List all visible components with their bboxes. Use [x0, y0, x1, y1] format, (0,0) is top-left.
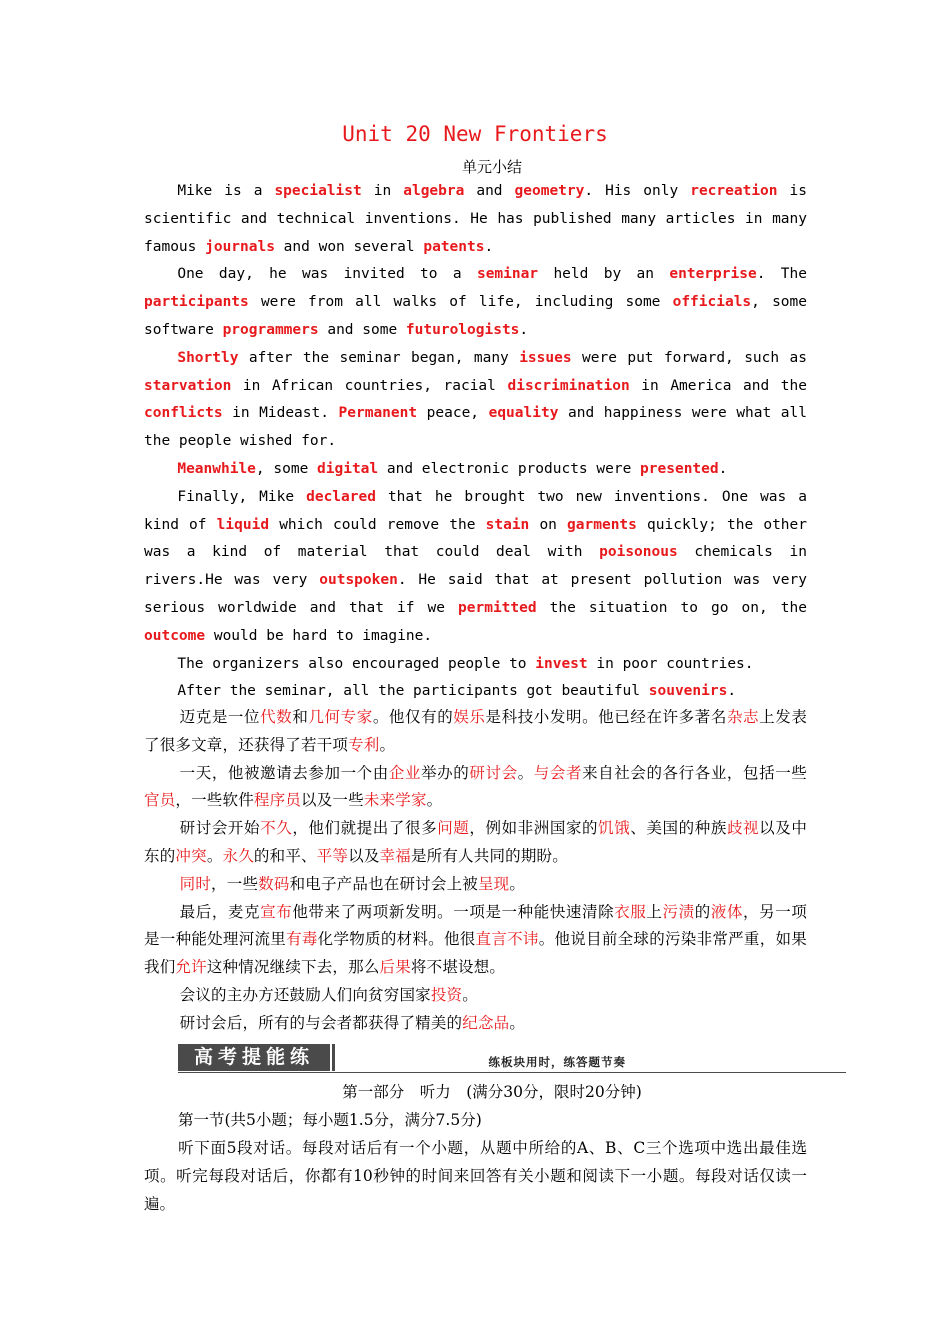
english-keyword: digital: [317, 460, 379, 477]
english-keyword: futurologists: [405, 321, 520, 338]
english-text: in Mideast.: [222, 405, 339, 422]
english-text: after the seminar began, many: [238, 349, 520, 366]
chinese-keyword: 幸福: [379, 846, 411, 865]
english-keyword: participants: [144, 294, 249, 311]
english-text: and: [464, 183, 515, 199]
english-text: and happiness were what all the people wished for.: [144, 405, 807, 450]
chinese-keyword: 纪念品: [462, 1013, 510, 1032]
chinese-paragraph: [144, 1010, 807, 1038]
chinese-text: 和电子产品也在研讨会上被: [289, 874, 478, 893]
chinese-keyword: 数码: [258, 874, 290, 893]
section-banner: [178, 1044, 846, 1074]
english-keyword: Shortly: [177, 349, 239, 366]
chinese-text: 。: [509, 874, 526, 893]
chinese-text: 。: [509, 1013, 526, 1032]
english-keyword: starvation: [144, 377, 232, 394]
chinese-keyword: 宣布: [260, 902, 293, 921]
english-text: , some software: [144, 294, 807, 338]
english-keyword: conflicts: [144, 405, 223, 422]
chinese-paragraph: [144, 704, 807, 760]
chinese-text: 研讨会开始: [179, 819, 261, 838]
english-text: in: [361, 183, 404, 199]
chinese-keyword: 娱乐: [453, 708, 486, 726]
english-text: . He said that at present pollution was very serious worldwide and that if we: [144, 572, 807, 616]
english-paragraph: [144, 678, 807, 706]
english-keyword: enterprise: [669, 266, 757, 283]
english-keyword: liquid: [216, 516, 270, 533]
chinese-text: ，一些软件: [175, 791, 254, 810]
chinese-keyword: 官员: [144, 791, 176, 810]
english-keyword: geometry: [514, 183, 585, 199]
chinese-text: 以及: [348, 846, 380, 865]
english-text: would be hard to imagine.: [205, 627, 433, 644]
chinese-keyword: 歧视: [726, 819, 760, 838]
chinese-keyword: 直言不讳: [475, 930, 539, 949]
english-keyword: recreation: [690, 183, 778, 199]
english-text: were put forward, such as: [571, 349, 807, 366]
chinese-paragraph: [144, 815, 807, 871]
english-keyword: discrimination: [507, 377, 630, 394]
english-keyword: programmers: [222, 321, 319, 338]
english-keyword: journals: [205, 238, 275, 255]
chinese-keyword: 与会者: [533, 763, 583, 782]
english-keyword: stain: [485, 516, 530, 533]
chinese-keyword: 平等: [316, 846, 349, 865]
english-text: After the seminar, all the participants got beautiful: [177, 683, 649, 700]
english-text: Finally, Mike: [177, 488, 307, 505]
chinese-paragraph: [144, 871, 807, 899]
english-keyword: garments: [567, 516, 637, 533]
chinese-text: 最后，麦克: [179, 902, 261, 921]
english-keyword: seminar: [476, 266, 539, 283]
english-keyword: declared: [306, 488, 376, 505]
chinese-summary: [144, 704, 807, 1038]
chinese-text: 的和平、: [253, 846, 317, 865]
chinese-text: 。: [517, 763, 534, 782]
chinese-keyword: 杂志: [726, 708, 760, 726]
english-keyword: presented: [640, 460, 719, 477]
chinese-keyword: 代数: [260, 708, 293, 726]
english-text: that he brought two new inventions. One was a kind of: [144, 488, 807, 533]
english-text: .: [727, 683, 737, 700]
english-keyword: algebra: [403, 183, 465, 199]
chinese-text: 他带来了两项新发明。一项是一种能快速清除: [292, 902, 615, 921]
chinese-text: 是科技小发明。他已经在许多著名: [485, 708, 727, 726]
english-keyword: issues: [519, 349, 572, 366]
english-text: .: [484, 238, 494, 255]
page-title: Unit 20 New Frontiers: [342, 122, 608, 146]
chinese-text: ，例如非洲国家的: [469, 819, 599, 838]
english-text: on: [529, 516, 568, 533]
english-text: quickly; the other was a kind of material that could deal with: [144, 516, 807, 561]
chinese-keyword: 不久: [260, 819, 293, 838]
english-keyword: poisonous: [599, 544, 678, 561]
english-keyword: patents: [423, 238, 485, 255]
english-text: chemicals in rivers.He was very: [144, 544, 807, 589]
chinese-keyword: 程序员: [253, 791, 302, 810]
chinese-text: 是所有人共同的期盼。: [410, 846, 568, 865]
chinese-text: 。他说目前全球的污染非常严重，如果我们: [144, 930, 807, 977]
chinese-text: 。: [206, 846, 223, 865]
chinese-paragraph: [144, 982, 807, 1010]
english-paragraph: [144, 651, 807, 679]
english-text: .: [519, 321, 529, 338]
english-text: . His only: [584, 183, 691, 199]
english-text: the situation to go on, the: [536, 599, 807, 616]
chinese-keyword: 呈现: [477, 874, 510, 893]
chinese-keyword: 允许: [175, 958, 207, 977]
chinese-paragraph: [144, 899, 807, 982]
chinese-text: 迈克是一位: [179, 708, 261, 726]
chinese-text: 来自社会的各行各业，包括一些: [582, 763, 808, 782]
chinese-keyword: 问题: [437, 819, 470, 838]
english-text: peace,: [417, 405, 489, 422]
english-text: .: [718, 460, 728, 477]
english-paragraph: [144, 178, 807, 261]
chinese-keyword: 冲突: [175, 846, 207, 865]
section-heading: 第一节(共5小题；每小题1.5分，满分7.5分): [178, 1111, 482, 1129]
english-keyword: souvenirs: [648, 683, 728, 700]
chinese-text: 一天，他被邀请去参加一个由: [179, 763, 389, 782]
english-text: The organizers also encouraged people to: [177, 655, 536, 672]
chinese-text: 以及中东的: [144, 819, 808, 865]
chinese-text: 这种情况继续下去，那么: [206, 958, 380, 977]
chinese-text: 将不堪设想。: [410, 958, 506, 977]
banner-rule: [178, 1072, 846, 1073]
english-summary: [144, 178, 807, 706]
english-text: were from all walks of life, including some: [248, 294, 673, 311]
english-text: , some: [255, 460, 318, 477]
chinese-keyword: 未来学家: [363, 791, 427, 810]
chinese-keyword: 污渍: [662, 902, 695, 921]
english-paragraph: [144, 484, 807, 651]
chinese-keyword: 衣服: [614, 902, 647, 921]
english-text: . The: [756, 266, 807, 283]
english-text: One day, he was invited to a: [177, 266, 477, 283]
english-text: in America and the: [629, 377, 807, 394]
chinese-keyword: 永久: [222, 846, 254, 865]
english-text: is scientific and technical inventions. He has published many articles in many famous: [144, 183, 807, 255]
chinese-text: 上: [646, 902, 663, 921]
english-keyword: permitted: [458, 599, 537, 616]
english-keyword: specialist: [274, 183, 362, 199]
english-text: Mike is a: [177, 183, 275, 199]
english-keyword: outspoken: [319, 572, 398, 589]
chinese-keyword: 有毒: [286, 930, 318, 949]
english-text: and some: [318, 321, 406, 338]
chinese-paragraph: [144, 760, 807, 816]
english-text: which could remove the: [269, 516, 486, 533]
english-text: and won several: [274, 238, 424, 255]
chinese-text: 研讨会后，所有的与会者都获得了精美的: [179, 1013, 463, 1032]
part-heading: 第一部分 听力 (满分30分，限时20分钟): [342, 1083, 642, 1101]
chinese-text: ，他们就提出了很多: [292, 819, 438, 838]
english-text: held by an: [538, 266, 670, 283]
english-paragraph: [144, 261, 807, 344]
chinese-text: 化学物质的材料。他很: [317, 930, 476, 949]
english-keyword: officials: [672, 294, 752, 311]
chinese-keyword: 同时: [179, 874, 212, 893]
chinese-text: 。: [462, 985, 478, 1004]
english-keyword: equality: [488, 405, 559, 422]
chinese-keyword: 投资: [430, 985, 463, 1004]
chinese-text: 。: [426, 791, 443, 810]
english-keyword: Meanwhile: [177, 460, 256, 477]
english-text: in African countries, racial: [231, 377, 508, 394]
english-text: and electronic products were: [378, 460, 641, 477]
english-keyword: outcome: [144, 627, 206, 644]
chinese-text: ，另一项是一种能处理河流里: [144, 902, 808, 949]
banner-divider: [332, 1044, 335, 1071]
chinese-keyword: 后果: [379, 958, 411, 977]
english-paragraph: [144, 456, 807, 484]
english-text: in poor countries.: [587, 655, 754, 672]
chinese-keyword: 几何专家: [308, 708, 373, 726]
chinese-keyword: 企业: [388, 763, 422, 782]
chinese-text: 的: [694, 902, 711, 921]
chinese-text: ，一些: [211, 874, 259, 893]
chinese-keyword: 专利: [348, 735, 380, 754]
english-keyword: Permanent: [338, 405, 418, 422]
banner-slogan: 练板块用时，练答题节奏: [488, 1055, 626, 1069]
chinese-text: 会议的主办方还鼓励人们向贫穷国家: [179, 985, 431, 1004]
page-subtitle: 单元小结: [461, 158, 522, 176]
chinese-text: 和: [292, 708, 309, 726]
chinese-text: 以及一些: [301, 791, 364, 810]
banner-tag: 高考提能练: [178, 1044, 330, 1071]
chinese-text: 。他仅有的: [372, 708, 454, 726]
chinese-text: 上发表了很多文章，还获得了若干项: [144, 708, 808, 754]
chinese-keyword: 研讨会: [469, 763, 518, 782]
chinese-keyword: 液体: [710, 902, 744, 921]
chinese-text: 、美国的种族: [630, 819, 727, 838]
english-keyword: invest: [535, 655, 588, 672]
chinese-keyword: 饥饿: [598, 819, 631, 838]
english-paragraph: [144, 345, 807, 456]
chinese-text: 举办的: [421, 763, 470, 782]
listening-instructions: 听下面5段对话。每段对话后有一个小题，从题中所给的A、B、C三个选项中选出最佳选项。听完每段对话后，你都有10秒钟的时间来回答有关小题和阅读下一小题。每段对话仅读一遍。: [144, 1139, 807, 1213]
chinese-text: 。: [379, 735, 396, 754]
